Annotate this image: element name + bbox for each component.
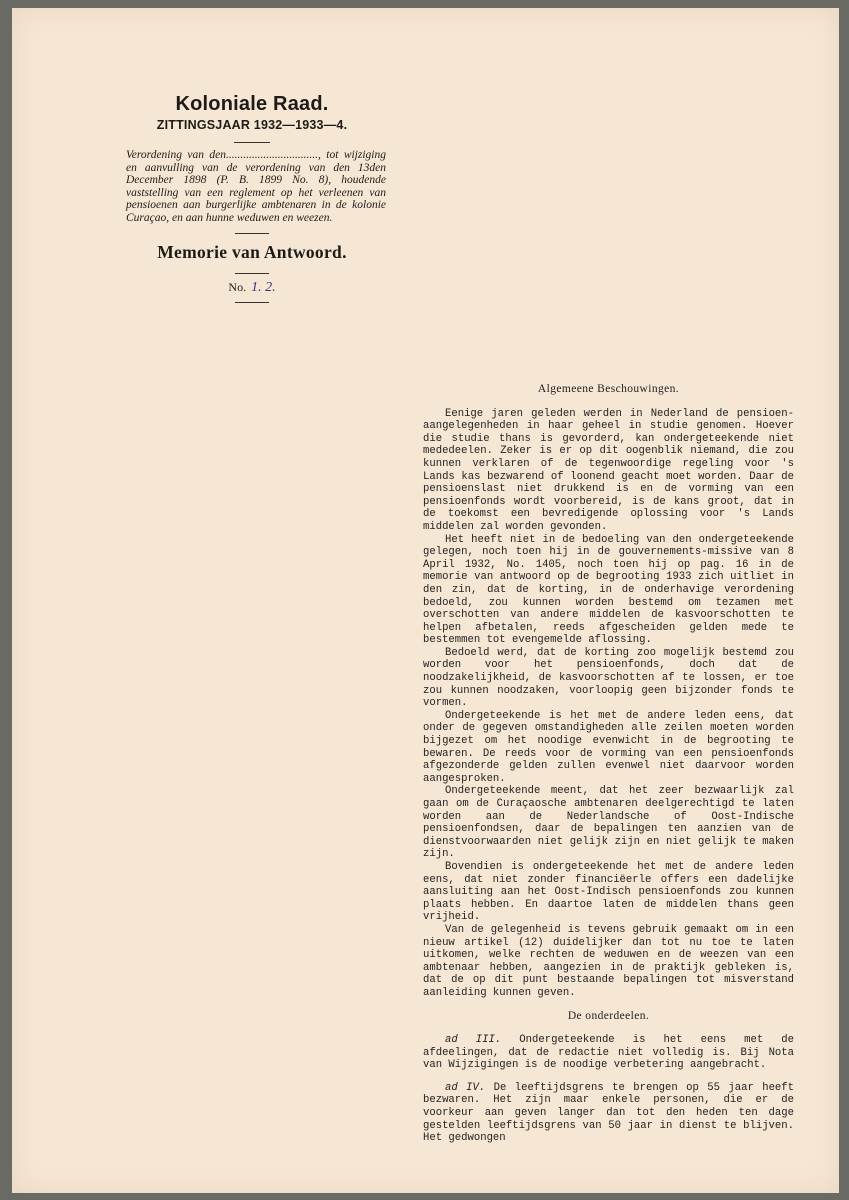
paragraph: Van de gelegenheid is tevens gebruik gemaakt om in een nieuw artikel (12) duidelijker dan tot nu toe te laten uitkomen, welke rechten de weduwen en de weezen van een ambtenaar hebben, aangezien in de praktijk gebleken is, dat de op dit punt bestaande bepalingen tot misverstand aanleiding kunnen geven. — [423, 923, 794, 999]
ad-section — [423, 1082, 794, 1145]
document-number — [112, 280, 392, 296]
ad-text: Ondergeteekende is het eens met de afdeelingen, dat de redactie niet volledig is. Bij Nota van Wijzigingen is de noodige verbetering aangebracht. — [423, 1034, 794, 1072]
section-heading-parts: De onderdeelen. — [567, 1009, 650, 1022]
ad-label: ad III. — [445, 1034, 502, 1047]
divider — [235, 302, 269, 303]
paragraph: Eenige jaren geleden werden in Nederland de pensioen-aangelegenheden in haar geheel in studie genomen. Hoever die studie thans is gevorderd, kan ondergeteekende niet mededeelen. Zeker is er op dit oogenblik niemand, die zou kunnen verklaren of de tegenwoordige regeling voor 's Lands kas bezwarend of loonend geacht moet worden. Daar de pensioenslast niet drukkend is en de vorming van een pensioenfonds wordt voorbereid, is de kans groot, dat in de toekomst een bevredigende oplossing voor 's Lands middelen zal worden gevonden. — [423, 407, 794, 533]
ad-text: De leeftijdsgrens te brengen op 55 jaar heeft bezwaren. Het zijn maar enkele personen, die er de voorkeur aan geven langer dan tot den heden ten dage gestelden leeftijdsgrens van 50 jaar in dienst te blijven. Het gedwongen — [423, 1081, 795, 1145]
institution-title: Koloniale Raad. — [175, 93, 329, 115]
divider — [235, 273, 269, 274]
paragraph: Ondergeteekende is het met de andere leden eens, dat onder de gegeven omstandigheden alle zeilen moeten worden bijgezet om het noodige evenwicht in de begrooting te bewaren. De reeds voor de vorming van een pensioenfonds afgezonderde gelden zullen evenwel niet daarvoor worden aangesproken. — [423, 709, 794, 785]
body-text — [423, 383, 794, 1155]
session-year: ZITTINGSJAAR 1932—1933—4. — [156, 118, 348, 132]
document-type: Memorie van Antwoord. — [157, 241, 347, 262]
paragraph: Ondergeteekende meent, dat het zeer bezwaarlijk zal gaan om de Curaçaosche ambtenaren deelgerechtigd te laten worden aan de Nederlandsche of Oost-Indische pensioenfondsen, daar de bepalingen ten aanzien van de dienstvoorwaarden niet gelijk zijn en niet gelijk te maken zijn. — [423, 785, 794, 861]
section-heading-general: Algemeene Beschouwingen. — [537, 383, 680, 395]
ad-label: ad IV. — [445, 1081, 486, 1094]
document-page — [12, 8, 839, 1193]
divider — [234, 142, 270, 143]
handwritten-number: 1. 2. — [251, 279, 276, 295]
paragraph: Bovendien is ondergeteekende het met de andere leden eens, dat niet zonder financiëerle offers een dadelijke aansluiting aan het Oost-Indisch pensioenfonds zou kunnen plaats hebben. En daartoe laten de middelen thans geen vrijheid. — [423, 860, 794, 924]
ordinance-subject: Verordening van den................................, tot wijziging en aanvulling van de verordening van den 13den December 1898 (P. B. 1899 No. 8), houdende vaststelling van een reglement op het verleenen van pensioenen aan burgerlijke ambtenaren in de kolonie Curaçao, en aan hunne weduwen en weezen. — [126, 149, 386, 224]
paragraph: Het heeft niet in de bedoeling van den ondergeteekende gelegen, noch toen hij in de gouvernements-missive van 8 April 1932, No. 1405, noch toen hij op pag. 16 in de memorie van antwoord op de begrooting 1933 zich uitliet in den zin, dat de korting, in de onderhavige verordening bedoeld, zou kunnen worden bestemd om tezamen met overschotten van andere middelen de kasvoorschotten te helpen afbetalen, reeds afgescheiden gelden mede te bestemmen tot evengemelde aflossing. — [423, 533, 794, 647]
ad-section — [423, 1034, 794, 1072]
title-block — [112, 93, 392, 311]
divider — [235, 233, 269, 234]
number-label: No. — [228, 279, 247, 294]
paragraph: Bedoeld werd, dat de korting zoo mogelijk bestemd zou worden voor het pensioenfonds, doch dat de noodzakelijkheid, de kasvoorschotten af te lossen, er toe zou kunnen noodzaken, voorloopig geen bijzonder fonds te vormen. — [423, 646, 794, 710]
